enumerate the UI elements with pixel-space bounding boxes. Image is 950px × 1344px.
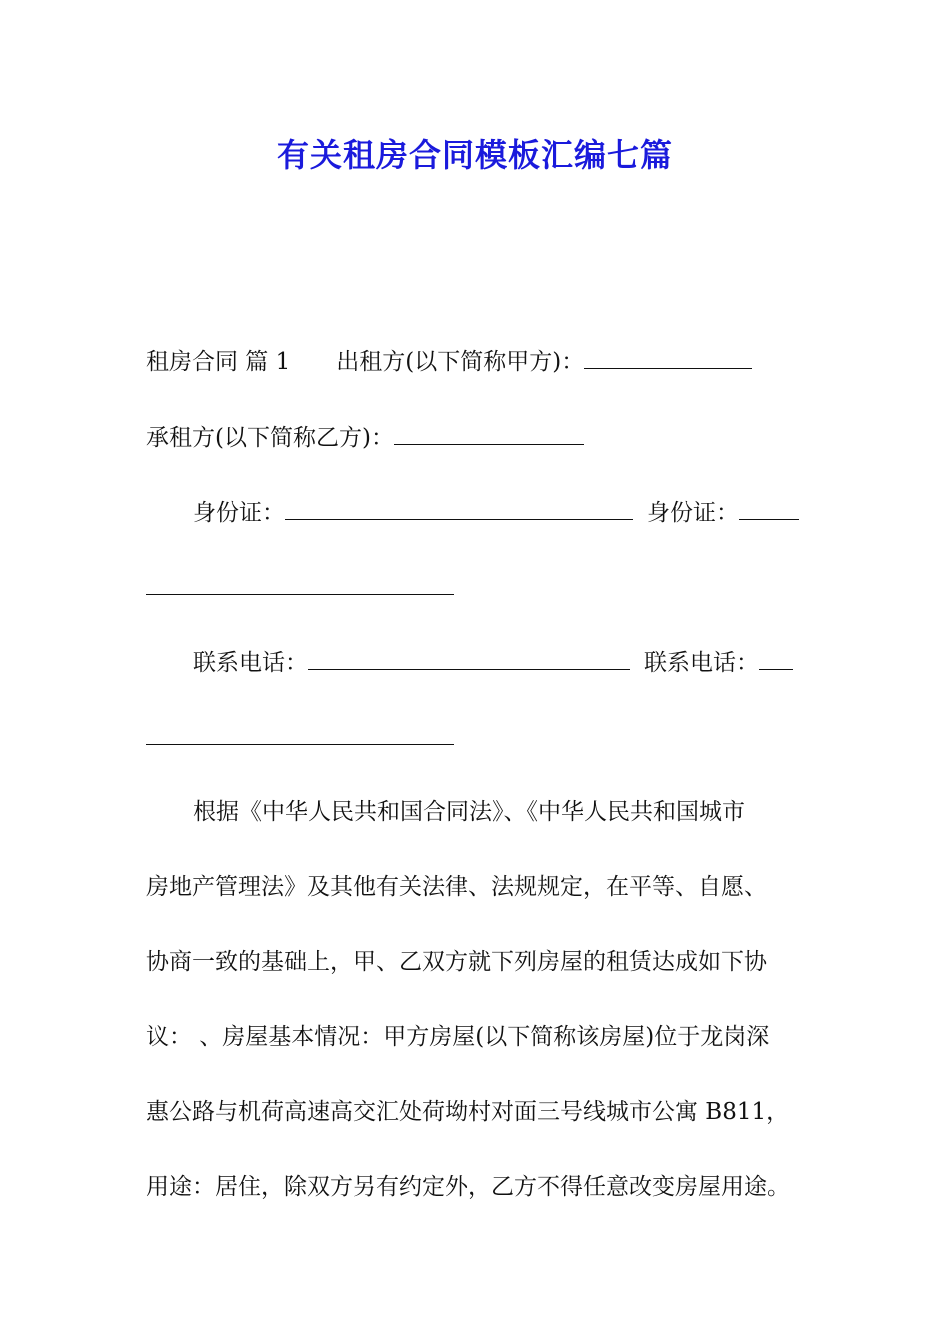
id-blank-lessee-start — [739, 497, 799, 520]
paragraph-line: 惠公路与机荷高速高交汇处荷坳村对面三号线城市公寓 B811， — [146, 1099, 790, 1125]
phone-blank-lessor — [308, 647, 630, 670]
section-label: 租房合同 篇 1 — [146, 349, 291, 375]
id-blank-lessor — [285, 497, 633, 520]
paragraph-line: 用途：居住，除双方另有约定外，乙方不得任意改变房屋用途。 — [146, 1174, 790, 1200]
document-title: 有关租房合同模板汇编七篇 — [276, 136, 673, 174]
lessor-blank — [584, 346, 752, 369]
id-continuation-line — [146, 572, 810, 603]
paragraph-line: 协商一致的基础上，甲、乙双方就下列房屋的租赁达成如下协 — [146, 949, 767, 975]
header-line — [146, 346, 810, 377]
lessor-label: 出租方(以下简称甲方)： — [336, 349, 585, 375]
phone-blank-lessee-start — [759, 647, 793, 670]
paragraph-line: 房地产管理法》及其他有关法律、法规规定，在平等、自愿、 — [146, 874, 767, 900]
phone-blank-lessee-end — [146, 722, 454, 745]
phone-line — [146, 647, 857, 678]
id-line — [146, 497, 857, 528]
phone-continuation-line — [146, 722, 810, 753]
id-label-lessee: 身份证： — [647, 500, 739, 526]
id-blank-lessee-end — [146, 572, 454, 595]
paragraph-line: 议： 、房屋基本情况：甲方房屋(以下简称该房屋)位于龙岗深 — [146, 1024, 770, 1050]
phone-label-lessee: 联系电话： — [644, 650, 759, 676]
lessee-label: 承租方(以下简称乙方)： — [146, 425, 394, 451]
paragraph-line: 根据《中华人民共和国合同法》、《中华人民共和国城市 — [193, 799, 745, 825]
phone-label-lessor: 联系电话： — [193, 650, 308, 676]
id-label-lessor: 身份证： — [193, 500, 285, 526]
lessee-blank — [394, 422, 584, 445]
lessee-line — [146, 422, 810, 453]
